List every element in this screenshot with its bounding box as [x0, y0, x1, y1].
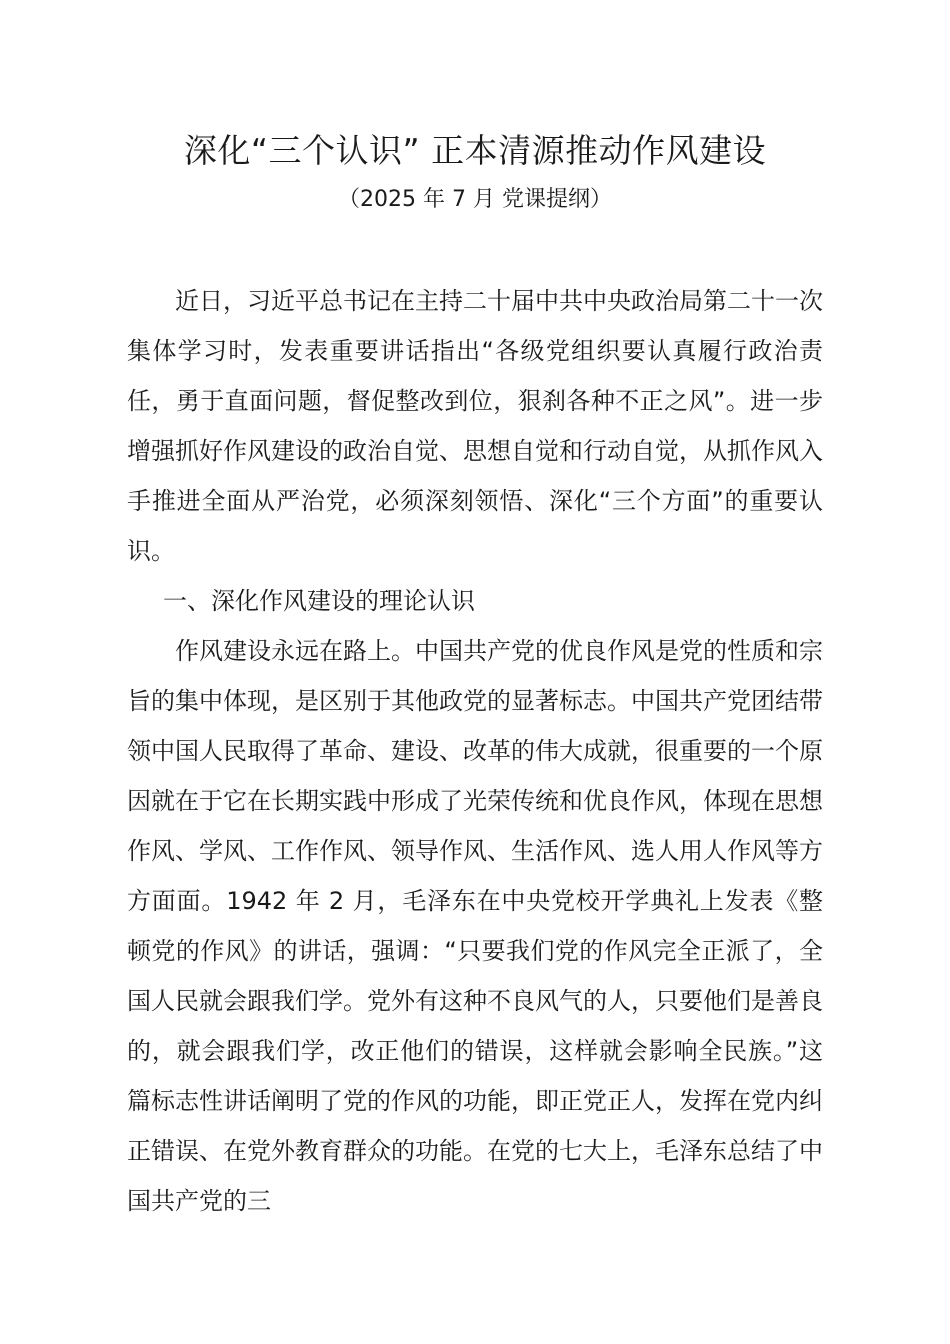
section-paragraph: 作风建设永远在路上。中国共产党的优良作风是党的性质和宗旨的集中体现，是区别于其他政党的显著标志。中国共产党团结带领中国人民取得了革命、建设、改革的伟大成就，很重要的一个原因就在于它在长期实践中形成了光荣传统和优良作风，体现在思想作风、学风、工作作风、领导作风、生活作风、选人用人作风等方方面面。1942 年 2 月，毛泽东在中央党校开学典礼上发表《整顿党的作风》的讲话，强调：“只要我们党的作风完全正派了，全国人民就会跟我们学。党外有这种不良风气的人，只要他们是善良的，就会跟我们学，改正他们的错误，这样就会影响全民族。”这篇标志性讲话阐明了党的作风的功能，即正党正人，发挥在党内纠正错误、在党外教育群众的功能。在党的七大上，毛泽东总结了中国共产党的三 [127, 637, 823, 1215]
document-title: 深化“三个认识” 正本清源推动作风建设 [183, 131, 767, 170]
document-subtitle: （2025 年 7 月 党课提纲） [338, 187, 612, 212]
section-heading: 一、深化作风建设的理论认识 [163, 587, 475, 615]
document-body [127, 276, 823, 1226]
intro-paragraph: 近日，习近平总书记在主持二十届中共中央政治局第二十一次集体学习时，发表重要讲话指出“各级党组织要认真履行政治责任，勇于直面问题，督促整改到位，狠刹各种不正之风”。进一步增强抓好作风建设的政治自觉、思想自觉和行动自觉，从抓作风入手推进全面从严治党，必须深刻领悟、深化“三个方面”的重要认识。 [127, 287, 823, 565]
